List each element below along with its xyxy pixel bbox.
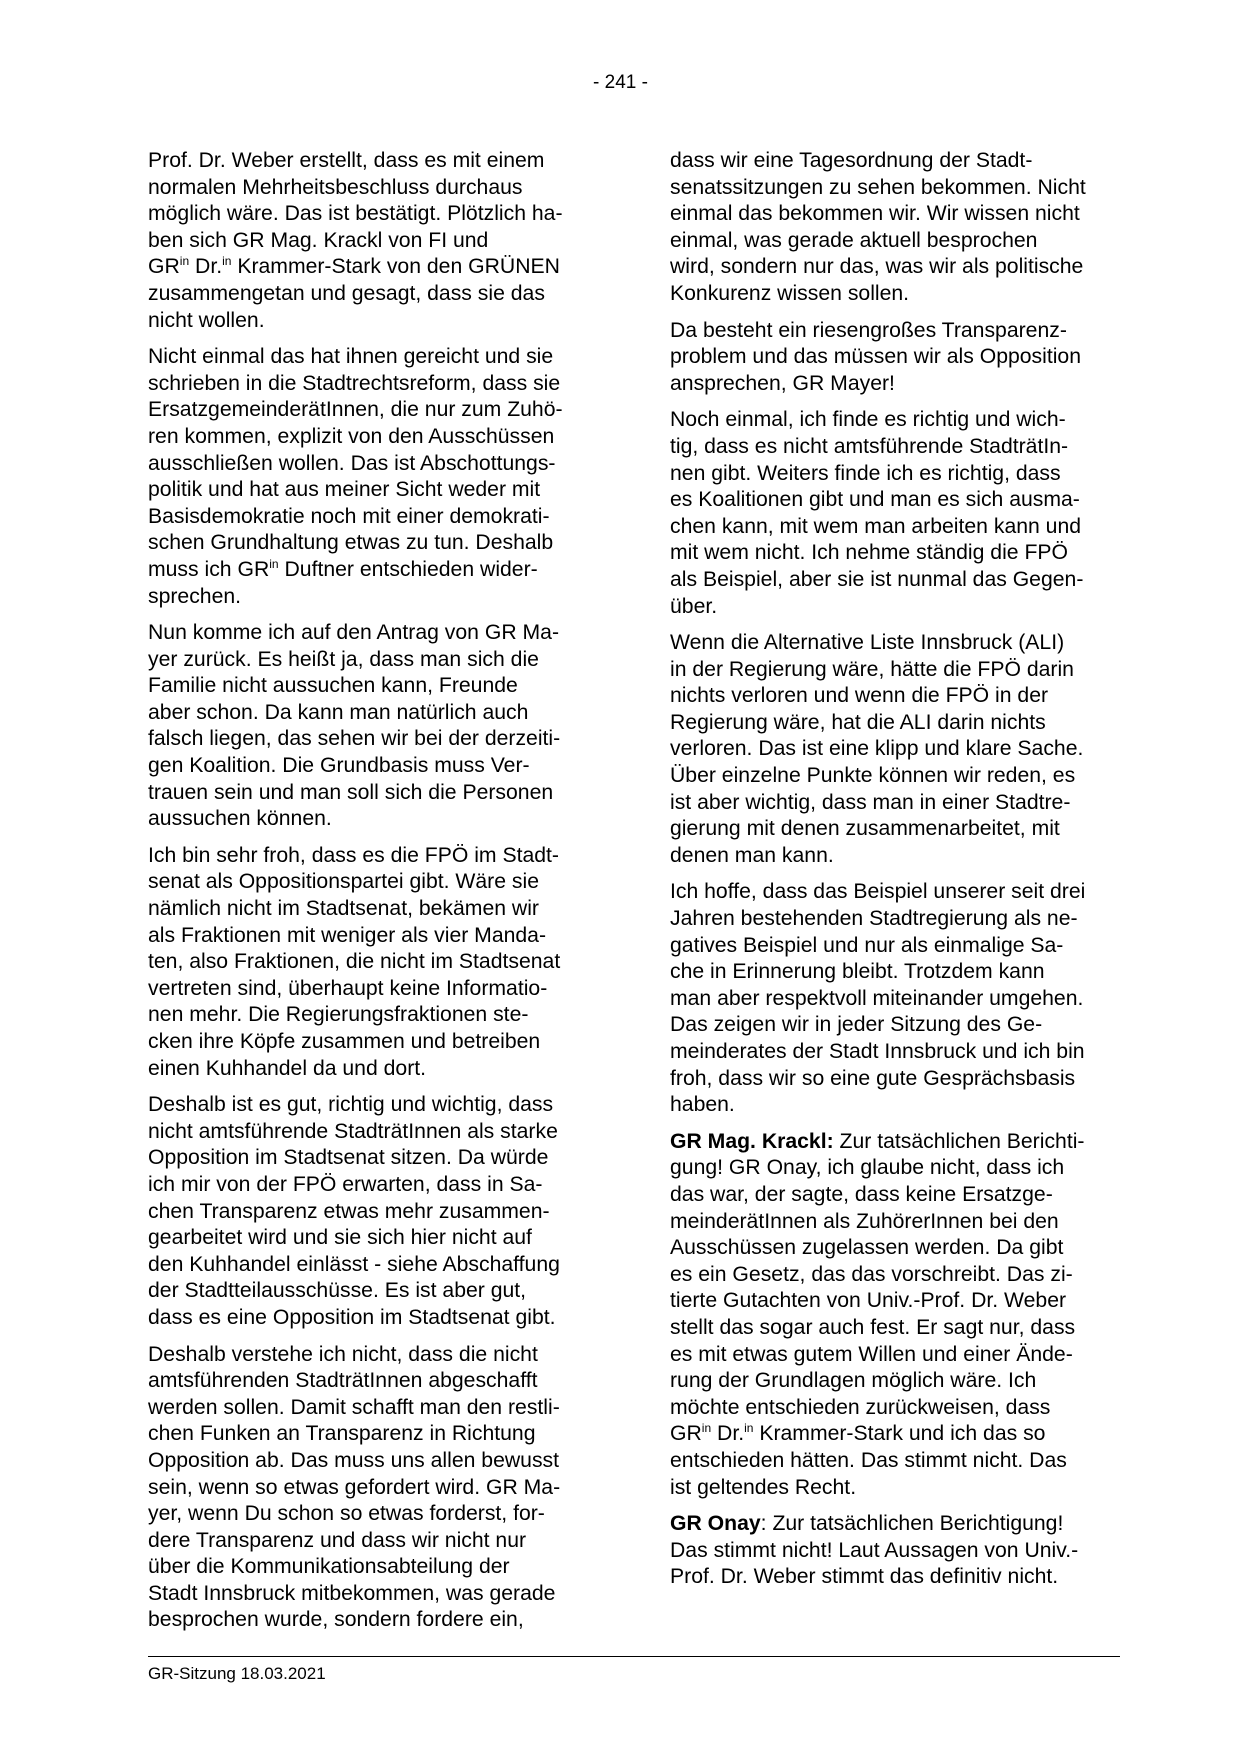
superscript: in bbox=[269, 556, 279, 571]
paragraph: Wenn die Alternative Liste Innsbruck (ALI) in der Regierung wäre, hätte die FPÖ darin nichts verloren und wenn die FPÖ in der Regierung wäre, hat die ALI darin nichts verloren. Das ist eine klipp und klare Sache. Über einzelne Punkte können wir reden, es ist aber wichtig, dass man in einer Stadtre- gierung mit denen zusammenarbeitet, mit denen man kann. bbox=[670, 631, 1084, 867]
paragraph: dass wir eine Tagesordnung der Stadt- senatssitzungen zu sehen bekommen. Nicht einmal das bekommen wir. Wir wissen nicht einmal, was gerade aktuell besprochen wird, sondern nur das, was wir als politische Konkurenz wissen sollen. bbox=[670, 149, 1086, 305]
text: Duftner entschieden wider- sprechen. bbox=[148, 557, 538, 608]
superscript: in bbox=[222, 254, 232, 269]
text: Prof. Dr. Weber erstellt, dass es mit einem normalen Mehrheitsbeschluss durchaus möglich wäre. Das ist bestätigt. Plötzlich ha- ben sich GR Mag. Krackl von FI und GR bbox=[148, 149, 563, 279]
paragraph: Ich hoffe, dass das Beispiel unserer seit drei Jahren bestehenden Stadtregierung als ne- gatives Beispiel und nur als einmalige Sa- che in Erinnerung bleibt. Trotzdem kann man aber respektvoll miteinander umgehen. Das zeigen wir in jeder Sitzung des Ge- meinderates der Stadt Innsbruck und ich bin froh, dass wir so eine gute Gesprächsbasis haben. bbox=[670, 880, 1086, 1117]
page-number: - 241 - bbox=[593, 72, 648, 93]
right-column bbox=[670, 148, 1117, 1601]
superscript: in bbox=[701, 1421, 712, 1436]
paragraph: Nun komme ich auf den Antrag von GR Ma- yer zurück. Es heißt ja, dass man sich die Familie nicht aussuchen kann, Freunde aber schon. Da kann man natürlich auch falsch liegen, das sehen wir bei der derzeiti- gen Koalition. Die Grundbasis muss Ver- trauen sein und man soll sich die Personen aussuchen können. bbox=[148, 621, 561, 831]
text: : Zur tatsächlichen Berichtigung! Das stimmt nicht! Laut Aussagen von Univ.- Prof. Dr. Weber stimmt das definitiv nicht. bbox=[670, 1512, 1079, 1589]
footer: GR-Sitzung 18.03.2021 bbox=[148, 1664, 326, 1683]
paragraph: Deshalb verstehe ich nicht, dass die nicht amtsführenden StadträtInnen abgeschafft werden sollen. Damit schafft man den restli- chen Funken an Transparenz in Richtung Opposition ab. Das muss uns allen bewusst sein, wenn so etwas gefordert wird. GR Ma- yer, wenn Du schon so etwas forderst, for- dere Transparenz und dass wir nicht nur über die Kommunikationsabteilung der Stadt Innsbruck mitbekommen, was gerade besprochen wurde, sondern fordere ein, bbox=[148, 1342, 561, 1632]
speaker-name: GR Onay bbox=[670, 1512, 761, 1536]
paragraph bbox=[670, 1129, 1117, 1501]
speaker-name: GR Mag. Krackl: bbox=[670, 1129, 834, 1153]
paragraph: Noch einmal, ich finde es richtig und wich- tig, dass es nicht amtsführende StadträtIn- nen gibt. Weiters finde ich es richtig, dass es Koalitionen gibt und man es sich ausma- chen kann, mit wem man arbeiten kann und mit wem nicht. Ich nehme ständig die FPÖ als Beispiel, aber sie ist nunmal das Gegen- über. bbox=[670, 408, 1084, 618]
paragraph: Ich bin sehr froh, dass es die FPÖ im Stadt- senat als Oppositionspartei gibt. Wäre sie nämlich nicht im Stadtsenat, bekämen wir als Fraktionen mit weniger als vier Manda- ten, also Fraktionen, die nicht im Stadtsenat vertreten sind, überhaupt keine Informatio- nen mehr. Die Regierungsfraktionen ste- cken ihre Köpfe zusammen und betreiben einen Kuhhandel da und dort. bbox=[148, 843, 561, 1080]
superscript: in bbox=[179, 254, 190, 269]
text: Zur tatsächlichen Berichti- gung! GR Onay, ich glaube nicht, dass ich das war, der sagte, dass keine Ersatzge- meinderätInnen als ZuhörerInnen bei den Ausschüssen zugelassen werden. Da gibt es ein Gesetz, das das vorschreibt. Das zi- tierte Gutachten von Univ.-Prof. Dr. Weber stellt das sogar auch fest. Er sagt nur, dass es mit etwas gutem Willen und einer Ände- rung der Grundlagen möglich wäre. Ich möchte entschieden zurückweisen, dass GR bbox=[670, 1129, 1085, 1446]
text: Dr. bbox=[189, 255, 223, 279]
paragraph bbox=[148, 344, 595, 610]
text: Nicht einmal das hat ihnen gereicht und sie schrieben in die Stadtrechtsreform, dass sie ErsatzgemeinderätInnen, die nur zum Zuhö- ren kommen, explizit von den Ausschüssen ausschließen wollen. Das ist Abschottungs- politik und hat aus meiner Sicht weder mit Basisdemokratie noch mit einer demokrati- schen Grundhaltung etwas zu tun. Deshalb muss ich GR bbox=[148, 345, 563, 581]
footer-divider bbox=[148, 1656, 1120, 1657]
paragraph: Deshalb ist es gut, richtig und wichtig, dass nicht amtsführende StadträtInnen als starke Opposition im Stadtsenat sitzen. Da würde ich mir von der FPÖ erwarten, dass in Sa- chen Transparenz etwas mehr zusammen- gearbeitet wird und sie sich hier nicht auf den Kuhhandel einlässt - siehe Abschaffung der Stadtteilausschüsse. Es ist aber gut, dass es eine Opposition im Stadtsenat gibt. bbox=[148, 1093, 560, 1329]
paragraph bbox=[148, 148, 595, 334]
paragraph bbox=[670, 1511, 1117, 1591]
text: Krammer-Stark von den GRÜNEN zusammengetan und gesagt, dass sie das nicht wollen. bbox=[148, 255, 560, 332]
text: Krammer-Stark und ich das so entschieden hätten. Das stimmt nicht. Das ist geltendes Recht. bbox=[670, 1422, 1067, 1499]
paragraph: Da besteht ein riesengroßes Transparenz- problem und das müssen wir als Opposition ansprechen, GR Mayer! bbox=[670, 318, 1082, 395]
left-column bbox=[148, 148, 595, 1644]
superscript: in bbox=[744, 1421, 754, 1436]
text: Dr. bbox=[711, 1422, 745, 1446]
